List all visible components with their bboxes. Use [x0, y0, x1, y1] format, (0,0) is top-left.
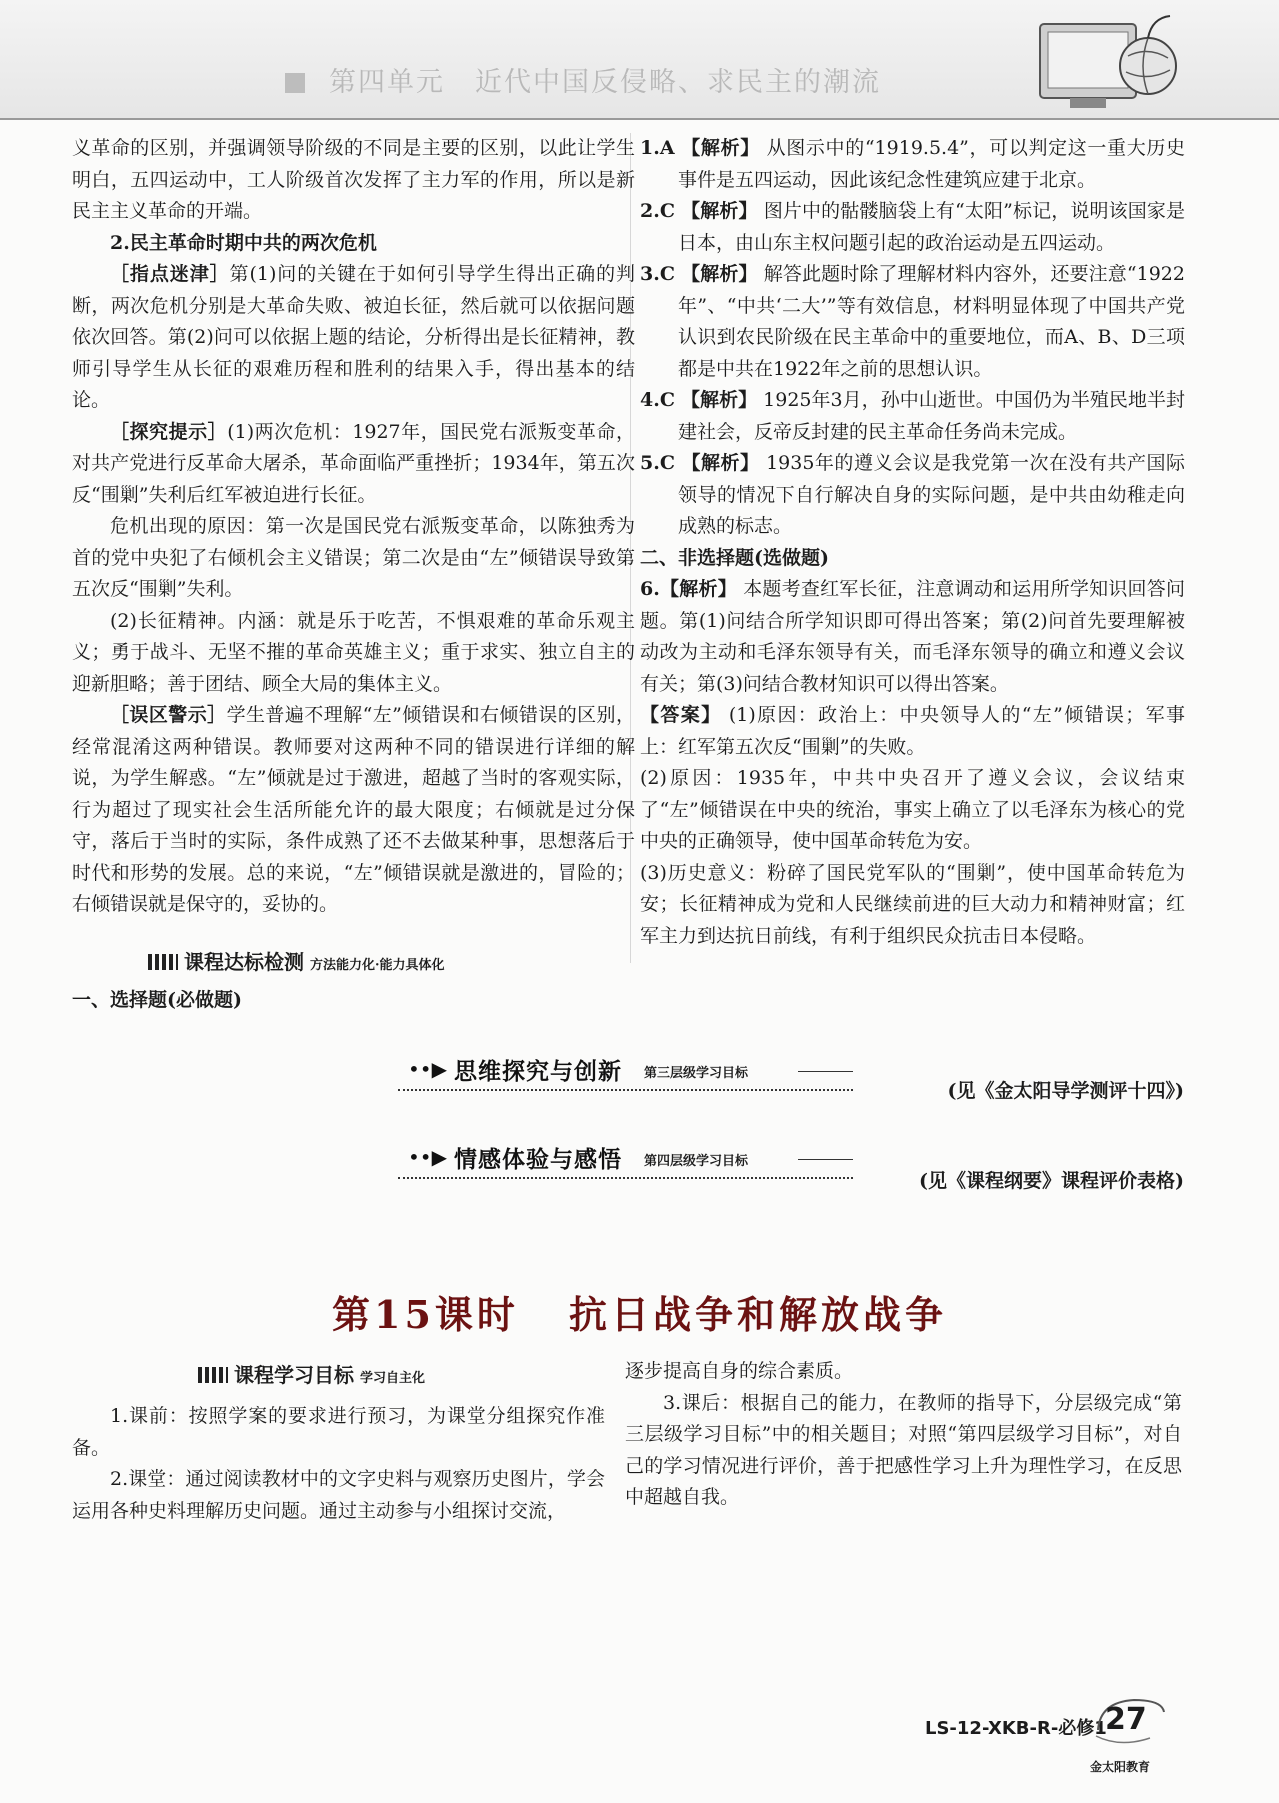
answer-tag: 【解析】	[681, 263, 758, 285]
answer-item	[640, 133, 1185, 196]
right-column	[640, 133, 1185, 952]
header-unit-title: 近代中国反侵略、求民主的潮流	[475, 67, 881, 98]
answer-tag: 【解析】	[681, 389, 758, 411]
lesson-number: 第15课时	[332, 1292, 519, 1337]
tip-paragraph	[72, 259, 635, 417]
arrow-icon: ••▶	[408, 1057, 447, 1081]
banner-line	[798, 1159, 853, 1160]
check-section-header	[148, 946, 445, 975]
page-number: 27	[1105, 1702, 1147, 1737]
goal-2: 2.课堂：通过阅读教材中的文字史料与观察历史图片，学会运用各种史料理解历史问题。通过主动参与小组探讨交流，	[72, 1468, 605, 1522]
answer-text: 1925年3月，孙中山逝世。中国仍为半殖民地半封建社会，反帝反封建的民主革命任务尚未完成。	[678, 389, 1185, 443]
banner-thinking-ref: (见《金太阳导学测评十四》)	[947, 1080, 1184, 1102]
answer-tag: 【解析】	[681, 200, 758, 222]
check-subtitle: 方法能力化·能力具体化	[310, 958, 445, 973]
answer-text: 1935年的遵义会议是我党第一次在没有共产国际领导的情况下自行解决自身的实际问题，是中共由幼稚走向成熟的标志。	[678, 452, 1185, 537]
check-title: 课程达标检测	[184, 950, 304, 974]
q6-text: 本题考查红军长征，注意调动和运用所学知识回答问题。第(1)问结合所学知识即可得出答案；第(2)问首先要理解被动改为主动和毛泽东领导有关，而毛泽东领导的确立和遵义会议有关；第(3)问结合教材知识可以得出答案。	[640, 578, 1185, 695]
banner-title: 情感体验与感悟	[454, 1146, 622, 1173]
answer-tag: 【解析】	[681, 452, 760, 474]
nonchoice-section-title: 二、非选择题(选做题)	[640, 546, 829, 569]
answer-item	[640, 259, 1185, 385]
warn-text: 学生普遍不理解“左”倾错误和右倾错误的区别，经常混淆这两种错误。教师要对这两种不同的错误进行详细的解说，为学生解惑。“左”倾就是过于激进，超越了当时的客观实际，行为超过了现实社会生活所能允许的最大限度；右倾就是过分保守，落后于当时的实际，条件成熟了还不去做某种事，思想落后于时代和形势的发展。总的来说，“左”倾错误就是激进的，冒险的；右倾错误就是保守的，妥协的。	[72, 704, 635, 915]
banner-title: 思维探究与创新	[454, 1058, 622, 1085]
goals-subtitle: 学习自主化	[360, 1371, 426, 1386]
banner-thinking	[398, 1053, 853, 1091]
hint-text: (1)两次危机：1927年，国民党右派叛变革命，对共产党进行反革命大屠杀，革命面临严重挫折；1934年，第五次反“围剿”失利后红军被迫进行长征。	[72, 420, 635, 506]
answer-text: 图片中的骷髅脑袋上有“太阳”标记，说明该国家是日本，由山东主权问题引起的政治运动是五四运动。	[678, 200, 1185, 254]
answer-text: 从图示中的“1919.5.4”，可以判定这一重大历史事件是五四运动，因此该纪念性建筑应建于北京。	[678, 137, 1186, 191]
cause-paragraph: 危机出现的原因：第一次是国民党右派叛变革命，以陈独秀为首的党中央犯了右倾机会主义错误；第二次是由“左”倾错误导致第五次反“围剿”失利。	[72, 515, 635, 600]
answer-label: 【答案】	[640, 704, 722, 726]
arrow-icon: ••▶	[408, 1145, 447, 1169]
banner-emotion	[398, 1141, 853, 1179]
goal-2-continued: 逐步提高自身的综合素质。	[625, 1360, 854, 1382]
banner-subtitle: 第四层级学习目标	[644, 1154, 749, 1169]
banner-subtitle: 第三层级学习目标	[644, 1066, 749, 1081]
page-header	[0, 0, 1279, 120]
answer-part-3: (3)历史意义：粉碎了国民党军队的“围剿”，使中国革命转危为安；长征精神成为党和人民继续前进的巨大动力和精神财富；红军主力到达抗日前线，有利于组织民众抗击日本侵略。	[640, 861, 1185, 947]
answer-number: 3.C	[640, 263, 675, 285]
goal-3: 3.课后：根据自己的能力，在教师的指导下，分层级完成“第三层级学习目标”中的相关题目；对照“第四层级学习目标”，对自己的学习情况进行评价，善于把感性学习上升为理性学习，在反思中超越自我。	[625, 1391, 1182, 1508]
intro-paragraph: 义革命的区别，并强调领导阶级的不同是主要的区别，以此让学生明白，五四运动中，工人阶级首次发挥了主力军的作用，所以是新民主主义革命的开端。	[72, 137, 635, 222]
answer-number: 1.A	[640, 137, 675, 159]
answer-part-2: (2)原因：1935年，中共中央召开了遵义会议，会议结束了“左”倾错误在中央的统治，事实上确立了以毛泽东为核心的党中央的正确领导，使中国革命转危为安。	[640, 767, 1185, 852]
section-marker-icon	[198, 1367, 228, 1383]
answer-number: 5.C	[640, 452, 675, 474]
choice-section-title: 一、选择题(必做题)	[72, 989, 242, 1011]
left-column	[72, 133, 635, 921]
tip-text: 第(1)问的关键在于如何引导学生得出正确的判断，两次危机分别是大革命失败、被迫长征，然后就可以依据问题依次回答。第(2)问可以依据上题的结论，分析得出是长征精神，教师引导学生从长征的艰难历程和胜利的结果入手，得出基本的结论。	[72, 263, 635, 411]
goals-title: 课程学习目标	[234, 1363, 354, 1387]
answer-number: 4.C	[640, 389, 675, 411]
answer-part-1-text: (1)原因：政治上：中央领导人的“左”倾错误；军事上：红军第五次反“围剿”的失败。	[640, 704, 1185, 758]
banner-emotion-ref: (见《课程纲要》课程评价表格)	[919, 1170, 1184, 1192]
answer-tag: 【解析】	[681, 137, 760, 159]
warn-paragraph	[72, 700, 635, 921]
goal-1: 1.课前：按照学案的要求进行预习，为课堂分组探究作准备。	[72, 1405, 605, 1459]
section2-title: 2.民主革命时期中共的两次危机	[110, 231, 377, 254]
computer-globe-icon	[1030, 6, 1180, 118]
lesson-title	[0, 1284, 1279, 1339]
hint-paragraph	[72, 417, 635, 512]
footer-code: LS-12-XKB-R-必修1	[925, 1718, 1107, 1739]
answer-item	[640, 385, 1185, 448]
brand-label: 金太阳教育	[1090, 1760, 1151, 1774]
answer-number: 2.C	[640, 200, 675, 222]
tip-tag: ［指点迷津］	[110, 263, 230, 285]
answer-text: 解答此题时除了理解材料内容外，还要注意“1922年”、“中共‘二大’”等有效信息，材料明显体现了中国共产党认识到农民阶级在民主革命中的重要地位，而A、B、D三项都是中共在1922年之前的思想认识。	[678, 263, 1185, 380]
section-marker-icon	[148, 954, 178, 970]
lesson-name: 抗日战争和解放战争	[568, 1292, 947, 1337]
goals-right-column	[625, 1356, 1182, 1514]
warn-tag: ［误区警示］	[110, 704, 227, 726]
q6-analysis	[640, 574, 1185, 700]
goals-header	[198, 1359, 425, 1388]
q6-tag: 6.【解析】	[640, 578, 737, 600]
answer-item	[640, 196, 1185, 259]
header-square-icon	[285, 73, 305, 93]
header-title	[285, 60, 881, 99]
hint-tag: ［探究提示］	[110, 420, 228, 443]
answer-item	[640, 448, 1185, 543]
header-unit: 第四单元	[329, 67, 445, 98]
goals-left-column	[72, 1401, 605, 1527]
banner-line	[798, 1071, 853, 1072]
spirit-paragraph: (2)长征精神。内涵：就是乐于吃苦，不惧艰难的革命乐观主义；勇于战斗、无坚不摧的革命英雄主义；重于求实、独立自主的迎新胆略；善于团结、顾全大局的集体主义。	[72, 609, 635, 695]
answer-part-1	[640, 700, 1185, 763]
